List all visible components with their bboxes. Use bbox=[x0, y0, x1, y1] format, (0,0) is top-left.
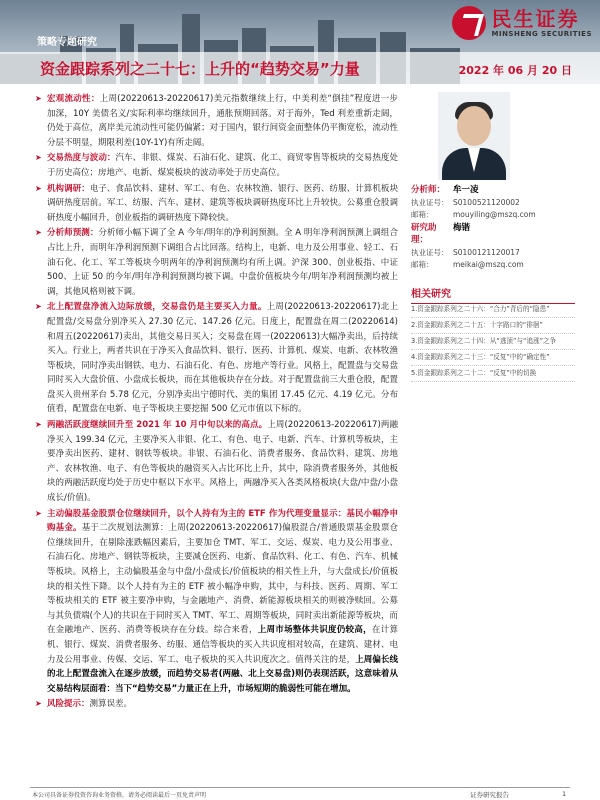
bullet-arrow-icon: ➤ bbox=[35, 699, 42, 709]
related-item[interactable]: 3.资金跟踪系列之二十四：从“逃顶”与“追涨”之争 bbox=[411, 334, 575, 350]
bullet-arrow-icon: ➤ bbox=[35, 183, 42, 193]
paragraph-heading: 北上配置盘净流入边际放缓，交易盘仍是主要买入力量。 bbox=[47, 302, 267, 313]
paragraph-text: 上周偏长线的北上配置盘流入在逐步放缓，而趋势交易者(两融、北上交易盘)则仍表现活跃，这意味着从交易结构层面看：当下“趋势交易”力量正在上升，市场短期的脆弱性可能在增加。 bbox=[47, 654, 398, 694]
footer-label: 证券研究报告 bbox=[470, 791, 509, 799]
related-item[interactable]: 2.资金跟踪系列之二十五：十字路口的“徘徊” bbox=[411, 318, 575, 334]
paragraph-heading: 宏观流动性： bbox=[47, 94, 100, 104]
license-label: 执业证号： bbox=[411, 197, 449, 207]
logo-mark-icon bbox=[452, 6, 486, 40]
paragraph-text: 上周(20220613-20220617)美元指数继续上行，中美利差“倒挂”程度进一步加深，10Y 美债名义/实际利率均继续回升，通胀预期回落。对于海外，Ted 利差重新走阔，仍处于高位，离岸美元流动性可能仍偏紧；对于国内，银行间资金面整体仍平衡宽松，流动性分层不明显，期限利差(10Y-1Y)有所走阔。 bbox=[47, 94, 398, 148]
report-type: 策略专题研究 bbox=[37, 37, 97, 48]
logo-text-cn: 民生证券 bbox=[491, 7, 580, 31]
summary-column bbox=[35, 92, 398, 713]
license-label: 执业证号： bbox=[411, 247, 449, 257]
logo-text-en: MINSHENG SECURITIES bbox=[491, 30, 592, 38]
bullet-arrow-icon: ➤ bbox=[35, 94, 42, 103]
summary-paragraph bbox=[35, 226, 398, 299]
related-item[interactable]: 1.资金跟踪系列之二十六：“合力”背后的“隐患” bbox=[411, 302, 575, 318]
paragraph-text: 在计算机、银行、煤炭、消费者服务、纺服、通信等板块的买入共识度相对较高，在建筑、建材、电力及公用事业、传媒、交运、军工、电子板块的买入共识度次之。值得关注的是， bbox=[47, 625, 398, 665]
page-number: 1 bbox=[562, 790, 567, 798]
analyst-license: S0100521120002 bbox=[453, 197, 520, 207]
company-logo bbox=[452, 6, 593, 40]
paragraph-heading: 机构调研： bbox=[47, 183, 90, 194]
paragraph-text: 基于二次规划法测算：上周(20220613-20220617)偏股混合/普通股票基金股票仓位继续回升，在剔除涨跌幅因素后，主要加仓 TMT、军工、交运、煤炭、电力及公用事业、石油石化、房地产、钢铁等板块，主要减仓医药、电新、食品饮料、化工、有色、汽车、机械等板块。风格上，主动偏股基金与中盘/小盘成长/价值板块的相关性上升，与大盘成长/价值板块的相关性下降。以个人持有为主的 ETF 被小幅净申购，其中，与科技、医药、周期、军工等板块相关的 ETF 被主要净申购，与金融地产、消费、新能源板块相关的则被净赎回。公募与其负债端(个人)的共识在于同时买入 TMT、军工、周期等板块，同时卖出新能源等板块，而在金融地产、医药、消费等板块存在分歧。综合来看， bbox=[47, 523, 398, 636]
assistant-role: 研究助理： bbox=[411, 222, 437, 245]
paragraph-text: 上周(20220613-20220617)两融净买入 199.34 亿元，主要净买入非银、化工、有色、电子、电新、汽车、计算机等板块，主要净卖出医药、建材、钢铁等板块。非银、石油石化、消费者服务、食品饮料、建筑、房地产、农林牧渔、电子、有色等板块的融资买入占比环比上升，其中，除消费者服务外，其他板块的两融活跃度均处于历史中枢以下水平。风格上，两融净买入各类风格板块(大盘/中盘/小盘成长/价值)。 bbox=[47, 420, 398, 504]
paragraph-text: 测算误差。 bbox=[89, 699, 133, 710]
paragraph-heading: 交易热度与波动： bbox=[47, 153, 116, 164]
assistant-email[interactable]: meikai@mszq.com bbox=[453, 260, 524, 269]
assistant-name: 梅锴 bbox=[453, 222, 471, 233]
summary-paragraph bbox=[35, 182, 398, 226]
email-label: 邮箱： bbox=[411, 210, 434, 219]
bullet-arrow-icon: ➤ bbox=[35, 420, 42, 430]
bullet-arrow-icon: ➤ bbox=[35, 228, 42, 238]
summary-paragraph bbox=[35, 92, 398, 150]
paragraph-text: 汽车、非银、煤炭、石油石化、建筑、化工、商贸零售等板块的交易热度处于历史高位；房地产、电新、煤炭板块的波动率处于历史高位。 bbox=[47, 153, 398, 178]
summary-paragraph bbox=[35, 418, 398, 506]
paragraph-text: 分析师小幅下调了全 A 今年/明年的净利润预测。全 A 明年净利润预测上调组合占比上升，而明年净利润预测下调组合占比回落。结构上，电新、电力及公用事业、轻工、石油石化、化工、军工等板块今明两年的净利润预测均有所上调。沪深 300、创业板指、中证 500、上证 50 的今年/明年净利润预测均被下调。中盘价值板块今年/明年净利润预测均被上调，其他风格则被下调。 bbox=[47, 228, 398, 297]
paragraph-heading: 分析师预测： bbox=[47, 228, 99, 239]
analyst-photo bbox=[438, 92, 510, 180]
email-label: 邮箱： bbox=[411, 260, 434, 269]
report-date: 2022 年 06 月 20 日 bbox=[458, 64, 572, 77]
summary-paragraph bbox=[35, 151, 398, 180]
summary-paragraph bbox=[35, 507, 398, 697]
related-item[interactable]: 5.资金跟踪系列之二十二：“反复”中的切换 bbox=[411, 366, 575, 382]
footer-disclaimer: 本公司具备证券投资咨询业务资格，请务必阅读最后一页免责声明 bbox=[32, 792, 207, 799]
paragraph-heading: 两融活跃度继续回升至 2021 年 10 月中旬以来的高点。 bbox=[47, 420, 268, 431]
analyst-name: 牟一凌 bbox=[453, 185, 479, 195]
paragraph-heading: 主动偏股基金股票仓位继续回升，以个人持有为主的 ETF 作为代理变量显示：基民小幅净申购基金。 bbox=[47, 508, 398, 534]
related-research-heading: 相关研究 bbox=[411, 285, 575, 304]
assistant-license: S0100121120017 bbox=[453, 247, 520, 257]
paragraph-heading: 风险提示： bbox=[47, 699, 90, 710]
footer-divider bbox=[30, 787, 570, 788]
related-item[interactable]: 4.资金跟踪系列之二十三：“反复”中的“确定性” bbox=[411, 350, 575, 366]
report-title: 资金跟踪系列之二十七：上升的“趋势交易”力量 bbox=[40, 60, 360, 78]
bullet-arrow-icon: ➤ bbox=[35, 302, 42, 312]
analyst-info bbox=[411, 184, 571, 272]
related-research-list bbox=[411, 302, 575, 382]
summary-paragraph bbox=[35, 697, 398, 712]
bullet-arrow-icon: ➤ bbox=[35, 508, 42, 518]
paragraph-text: 上周市场整体共识度仍较高， bbox=[257, 625, 372, 636]
analyst-email[interactable]: mouyiling@mszq.com bbox=[453, 210, 536, 219]
analyst-role: 分析师： bbox=[411, 185, 446, 195]
paragraph-text: 电子、食品饮料、建材、军工、有色、农林牧渔、银行、医药、纺服、计算机板块调研热度居前。军工、纺服、汽车、建材、建筑等板块调研热度环比上升较快。公募重仓股调研热度小幅回升，创业板指的调研热度下降较快。 bbox=[47, 183, 398, 223]
paragraph-text: 上周(20220613-20220617)北上配置盘/交易盘分别净买入 27.30 亿元、147.26 亿元。日度上，配置盘在周二(20220614)和周五(20220617)卖出，其他交易日买入；交易盘在周一(20220613)大幅净卖出，后持续买入。行业上，两者共识在于净买入食品饮料、银行、医药、计算机、煤炭、电新、农林牧渔等板块，同时净卖出钢铁、电力、石油石化、有色、房地产等行业。风格上，配置盘与交易盘同时买入大盘价值、小盘成长板块，而在其他板块存在分歧。对于配置盘前三大重仓股，配置盘买入贵州茅台 5.78 亿元，分别净卖出宁德时代、美的集团 17.45 亿元、4.19 亿元。分布值看，配置盘在电新、电子等板块主要挖掘 500 亿元市值以下标的。 bbox=[47, 302, 398, 415]
summary-paragraph bbox=[35, 300, 398, 417]
bullet-arrow-icon: ➤ bbox=[35, 153, 42, 163]
